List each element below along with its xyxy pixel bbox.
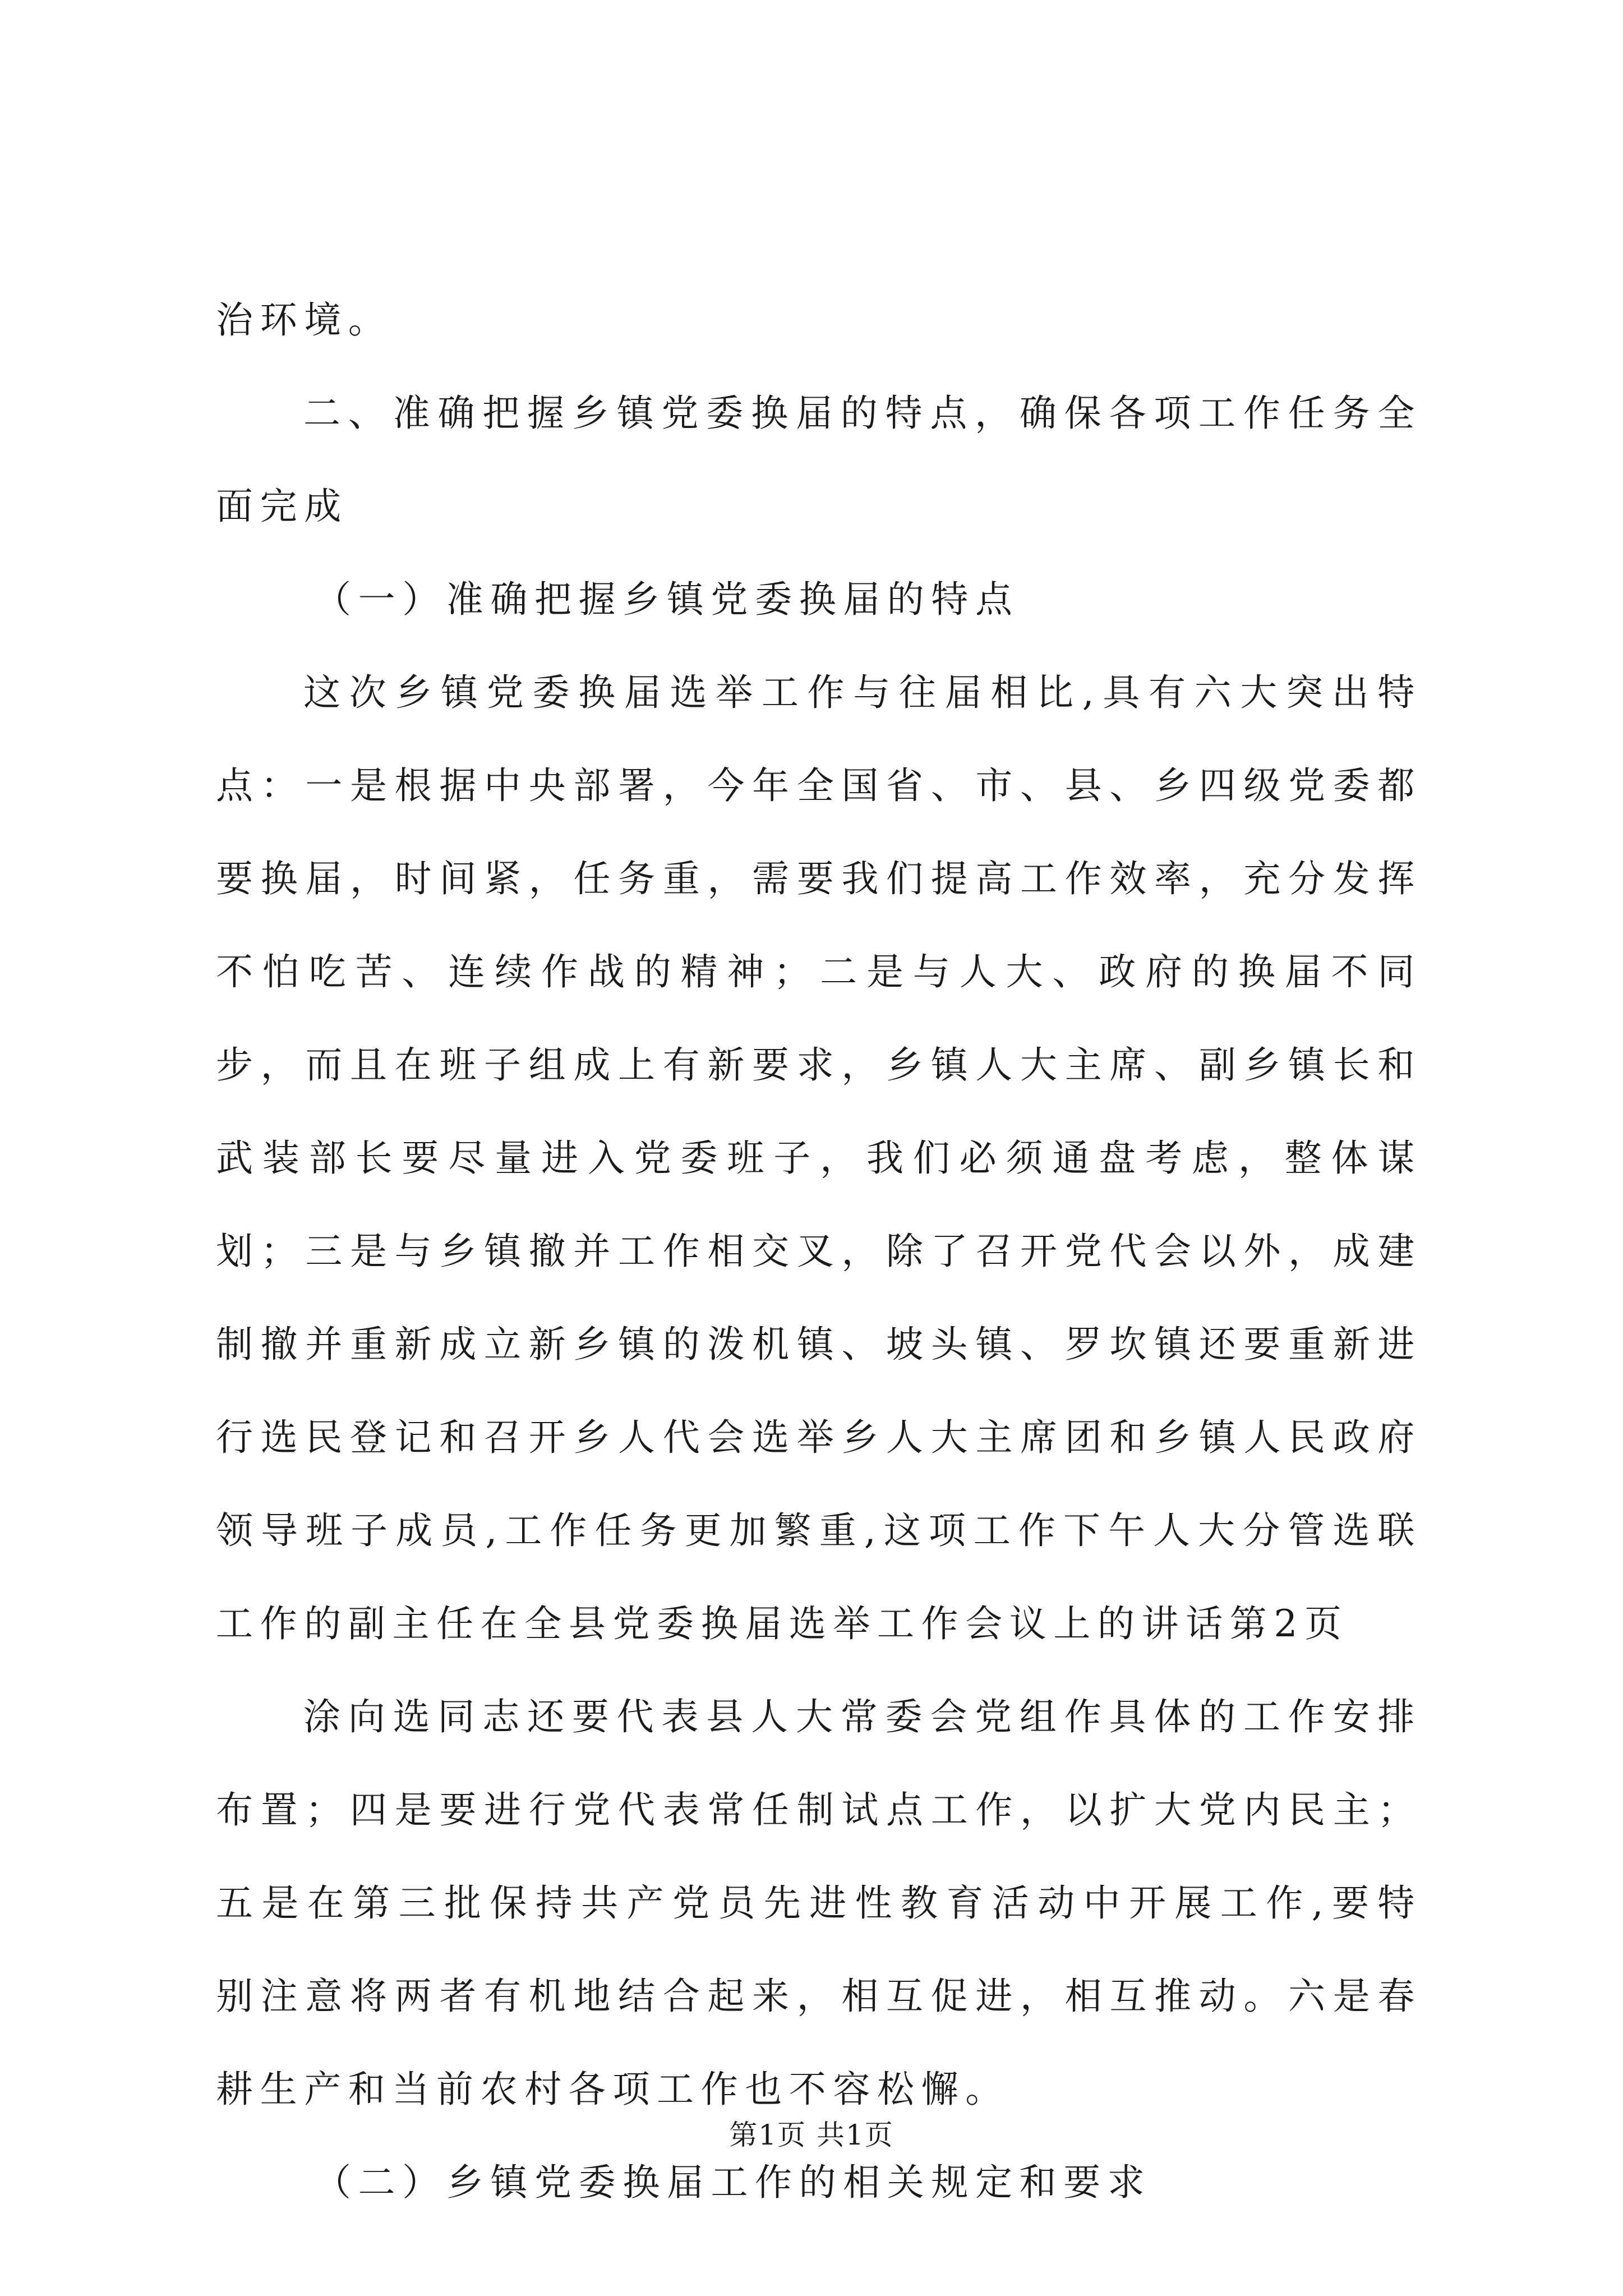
section-heading: 二、准确把握乡镇党委换届的特点，确保各项工作任务全面完成: [216, 392, 1422, 528]
document-body: [216, 274, 1422, 2229]
subsection-heading-1: （一）准确把握乡镇党委换届的特点: [314, 578, 1020, 621]
subsection-heading-2: （二）乡镇党委换届工作的相关规定和要求: [314, 2161, 1152, 2204]
paragraph-continuation: 治环境。: [216, 298, 393, 342]
page-footer: 第1页 共1页: [729, 2119, 894, 2151]
paragraph-features-continued: 涂向选同志还要代表县人大常委会党组作具体的工作安排布置；四是要进行党代表常任制试点工作，以扩大党内民主；五是在第三批保持共产党员先进性教育活动中开展工作,要特别注意将两者有机地结合起来，相互促进，相互推动。六是春耕生产和当前农村各项工作也不容松懈。: [216, 1695, 1422, 2111]
paragraph-features: 这次乡镇党委换届选举工作与往届相比,具有六大突出特点：一是根据中央部署，今年全国省、市、县、乡四级党委都要换届，时间紧，任务重，需要我们提高工作效率，充分发挥不怕吃苦、连续作战的精神；二是与人大、政府的换届不同步，而且在班子组成上有新要求，乡镇人大主席、副乡镇长和武装部长要尽量进入党委班子，我们必须通盘考虑，整体谋划；三是与乡镇撤并工作相交叉，除了召开党代会以外，成建制撤并重新成立新乡镇的泼机镇、坡头镇、罗坎镇还要重新进行选民登记和召开乡人代会选举乡人大主席团和乡镇人民政府领导班子成员,工作任务更加繁重,这项工作下午人大分管选联工作的副主任在全县党委换届选举工作会议上的讲话第2页: [216, 671, 1422, 1645]
